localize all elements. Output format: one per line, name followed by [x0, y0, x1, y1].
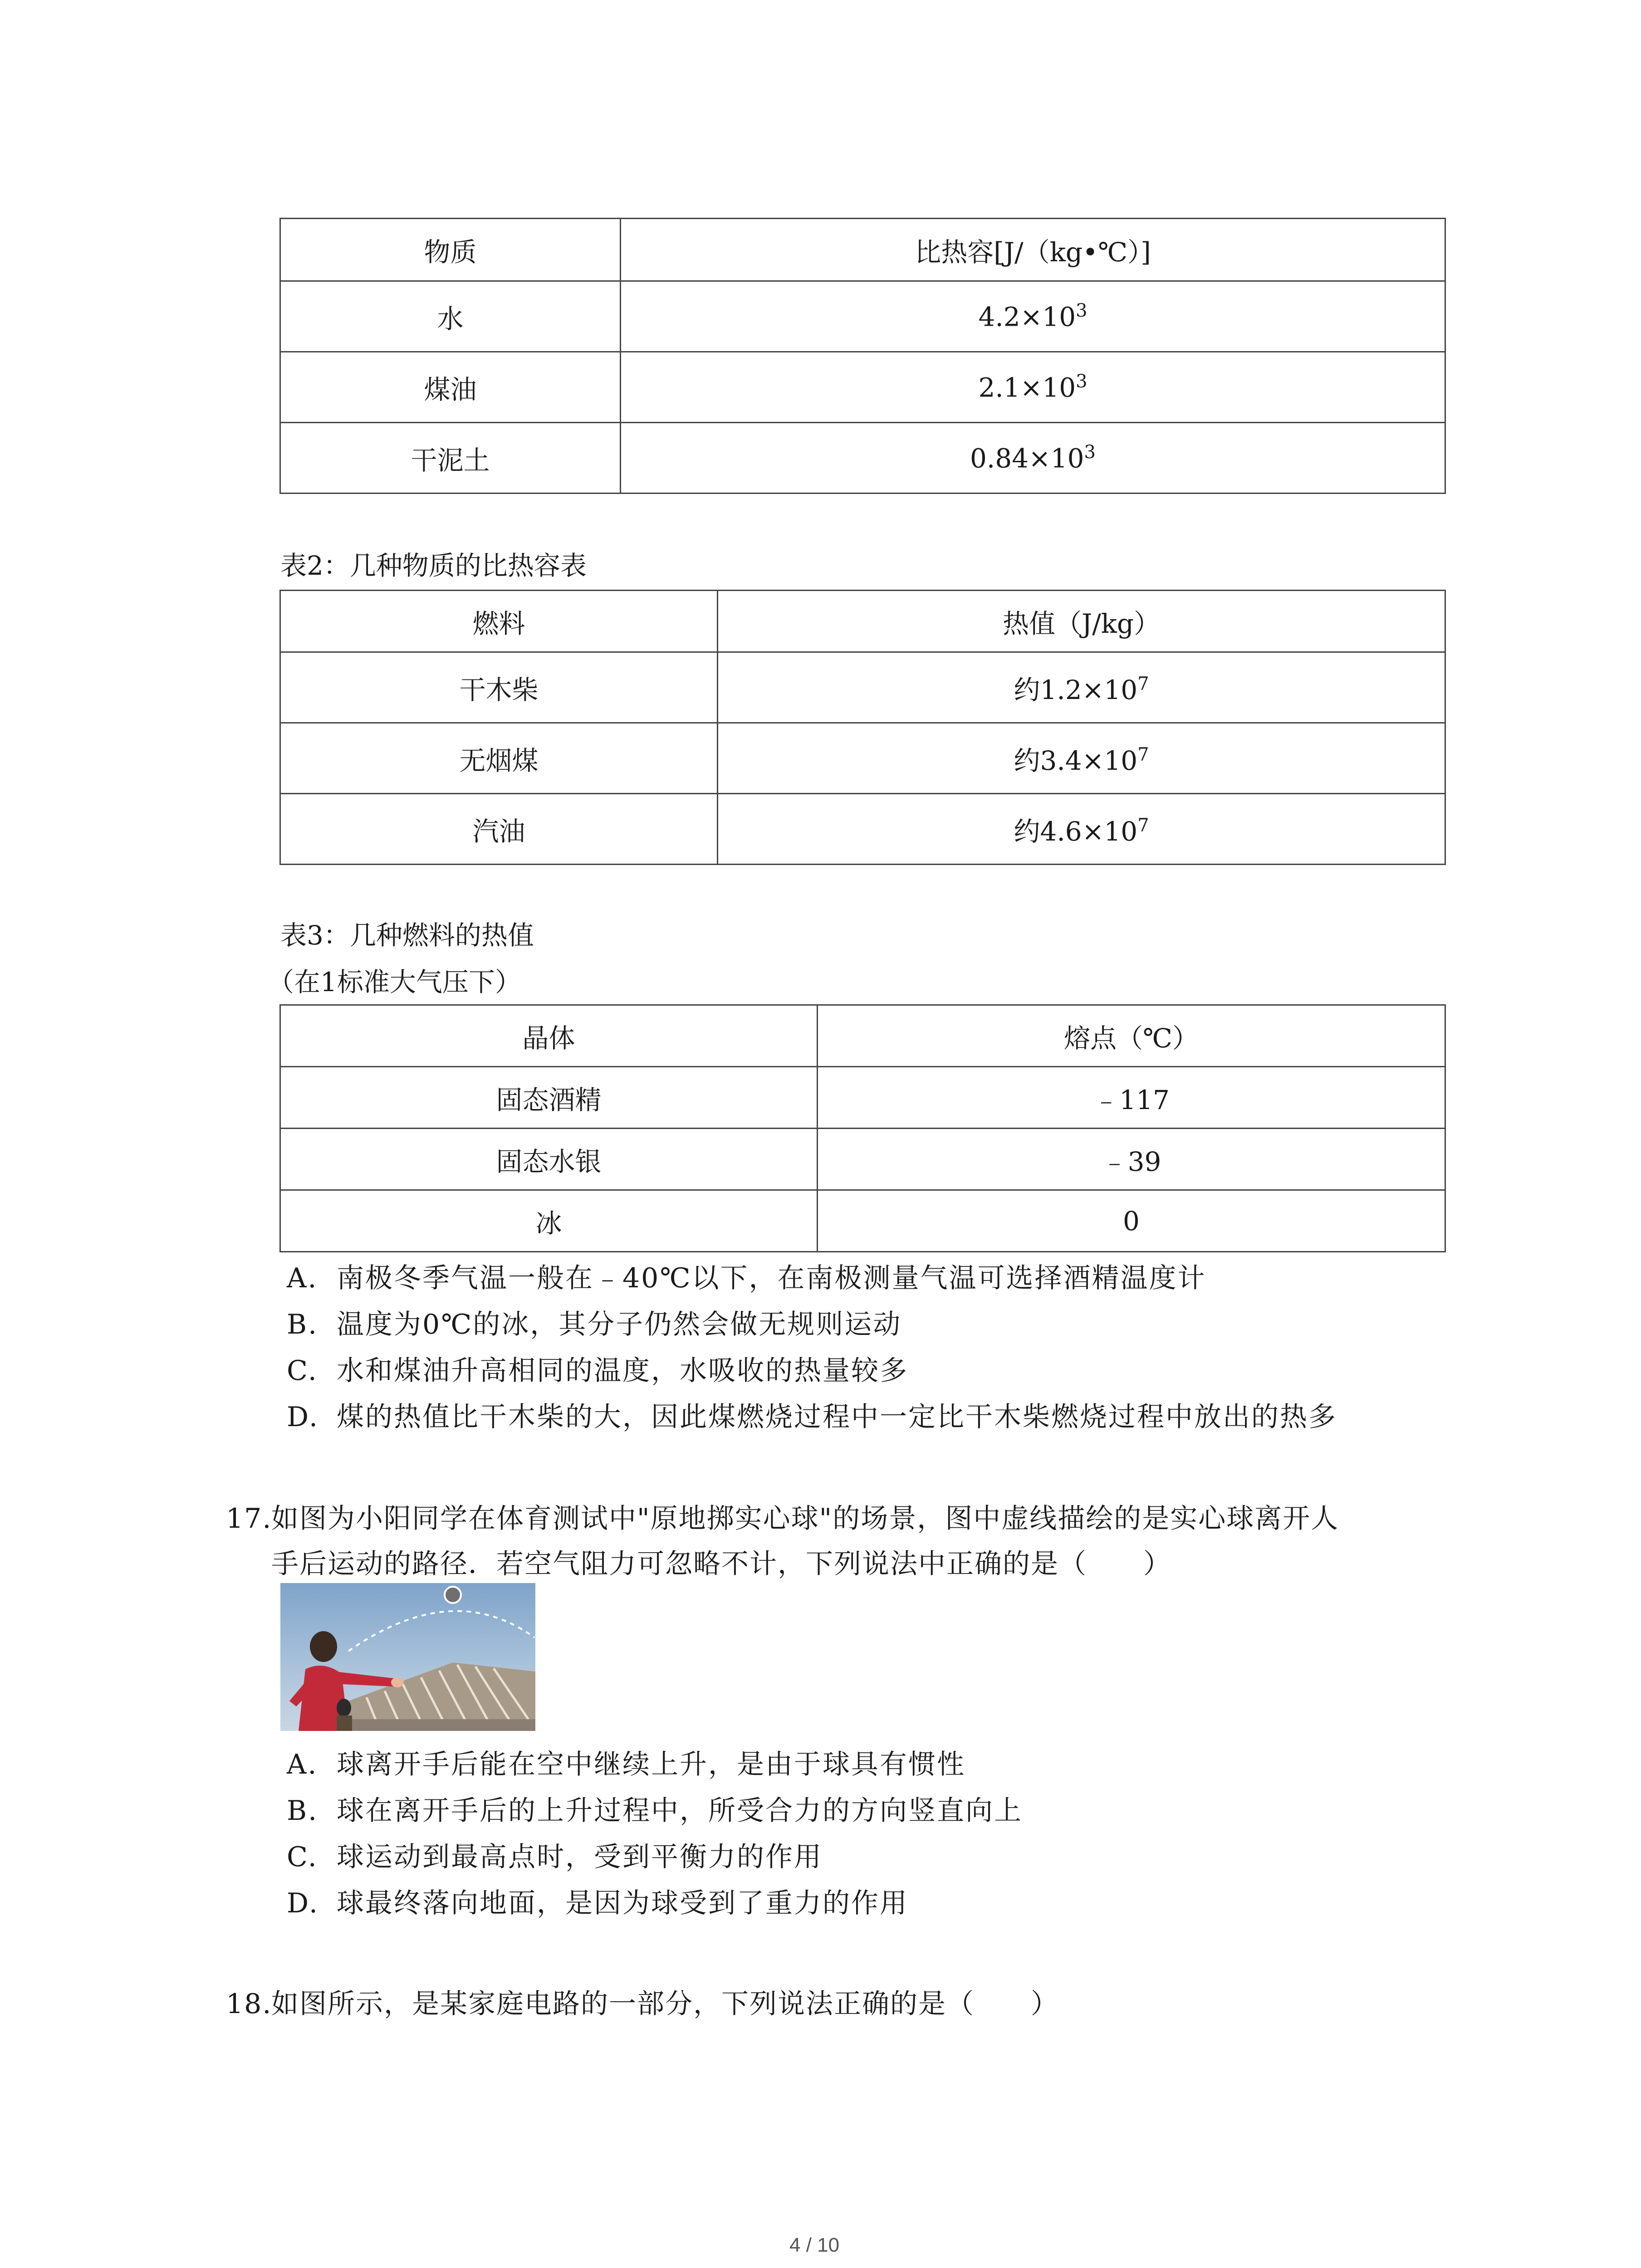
- table-cell: 约$4.6\times 10^7$: [718, 794, 1445, 865]
- q17-option-b: B. 球在离开手后的上升过程中，所受合力的方向竖直向上: [287, 1795, 1023, 1827]
- table-cell: 冰: [280, 1190, 818, 1252]
- table-header-row: [280, 219, 1445, 281]
- table-cell: 无烟煤: [280, 723, 718, 794]
- table-row: [280, 281, 1445, 352]
- table-cell: 干木柴: [280, 652, 718, 723]
- table-cell: $2.1\times 10^3$: [621, 352, 1445, 423]
- table-header-cell: 热值（J/kg）: [718, 591, 1445, 652]
- table-cell: ﹣117: [818, 1067, 1445, 1129]
- table-row: [280, 352, 1445, 423]
- specific-heat-table: [279, 218, 1446, 494]
- table-row: [280, 423, 1445, 494]
- table-header-cell: 燃料: [280, 591, 718, 652]
- table-row: [280, 1067, 1445, 1129]
- table-header-row: [280, 591, 1445, 652]
- q17-option-a: A. 球离开手后能在空中继续上升，是由于球具有惯性: [287, 1749, 965, 1780]
- q17-stem-line-2: 手后运动的路径．若空气阻力可忽略不计，下列说法中正确的是（ ）: [271, 1548, 1171, 1580]
- table-cell: $0.84\times 10^3$: [621, 423, 1445, 494]
- table-row: [280, 652, 1445, 723]
- table-header-cell: 晶体: [280, 1005, 818, 1067]
- table-row: [280, 1190, 1445, 1252]
- table-cell: $4.2\times 10^3$: [621, 281, 1445, 352]
- table-cell: 固态酒精: [280, 1067, 818, 1129]
- q16-option-b: B. 温度为0℃的冰，其分子仍然会做无规则运动: [287, 1309, 902, 1340]
- table-cell: 干泥土: [280, 423, 621, 494]
- q17-stem-line-1: 17.如图为小阳同学在体育测试中"原地掷实心球"的场景，图中虚线描绘的是实心球离开人: [226, 1503, 1339, 1535]
- table-header-row: [280, 1005, 1445, 1067]
- table-caption: 表3：几种燃料的热值: [280, 920, 534, 951]
- q18-stem-line-1: 18.如图所示，是某家庭电路的一部分，下列说法正确的是（ ）: [226, 1988, 1059, 2020]
- table-header-cell: 物质: [280, 219, 621, 281]
- q16-option-d: D. 煤的热值比干木柴的大，因此煤燃烧过程中一定比干木柴燃烧过程中放出的热多: [287, 1401, 1337, 1433]
- table-row: [280, 1129, 1445, 1190]
- table-cell: 水: [280, 281, 621, 352]
- table-cell: 约$3.4\times 10^7$: [718, 723, 1445, 794]
- table-cell: 约$1.2\times 10^7$: [718, 652, 1445, 723]
- q16-option-c: C. 水和煤油升高相同的温度，水吸收的热量较多: [287, 1355, 908, 1387]
- table-cell: 固态水银: [280, 1129, 818, 1190]
- page-number: 4 / 10: [789, 2234, 840, 2256]
- table-header-cell: 比热容[J/（kg•℃）]: [621, 219, 1445, 281]
- table-cell: 汽油: [280, 794, 718, 865]
- melting-point-table: [279, 1004, 1446, 1252]
- table-row: [280, 794, 1445, 865]
- fuel-heat-value-table: [279, 590, 1446, 865]
- table-header-cell: 熔点（℃）: [818, 1005, 1445, 1067]
- table-cell: 0: [818, 1190, 1445, 1252]
- table-subcaption: （在1标准大气压下）: [268, 967, 521, 997]
- shot-put-photo: [280, 1583, 535, 1731]
- table-cell: ﹣39: [818, 1129, 1445, 1190]
- table-cell: 煤油: [280, 352, 621, 423]
- table-caption: 表2：几种物质的比热容表: [280, 550, 587, 581]
- table-row: [280, 723, 1445, 794]
- q16-option-a: A. 南极冬季气温一般在﹣40℃以下，在南极测量气温可选择酒精温度计: [287, 1262, 1206, 1294]
- q17-option-d: D. 球最终落向地面，是因为球受到了重力的作用: [287, 1887, 908, 1919]
- q17-option-c: C. 球运动到最高点时，受到平衡力的作用: [287, 1841, 823, 1873]
